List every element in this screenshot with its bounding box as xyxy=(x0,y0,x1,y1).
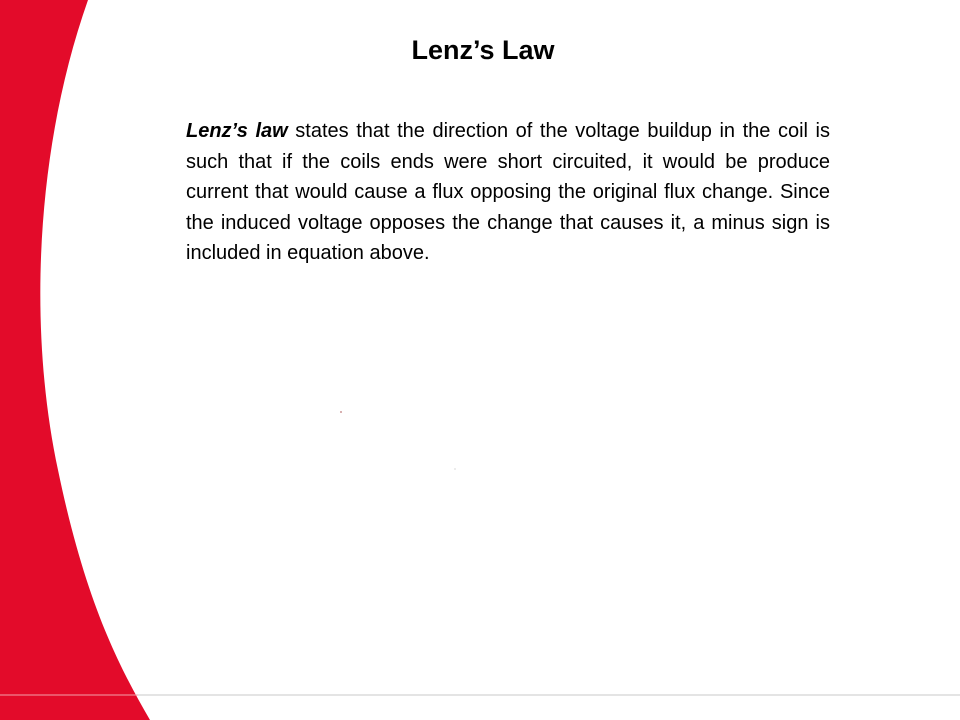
slide-title: Lenz’s Law xyxy=(411,35,555,65)
red-arc-band xyxy=(0,0,150,720)
slide-body-text xyxy=(186,116,830,269)
stray-dot-faint xyxy=(454,468,456,470)
body-term: Lenz’s law xyxy=(186,120,288,142)
body-description: states that the direction of the voltage buildup in the coil is such that if the coils ends were short circuited, it would be produce current that would cause a flux opposing the original flux change. Since the induced voltage opposes the change that causes it, a minus sign is included in equation above. xyxy=(186,120,830,264)
stray-dot xyxy=(340,411,342,413)
